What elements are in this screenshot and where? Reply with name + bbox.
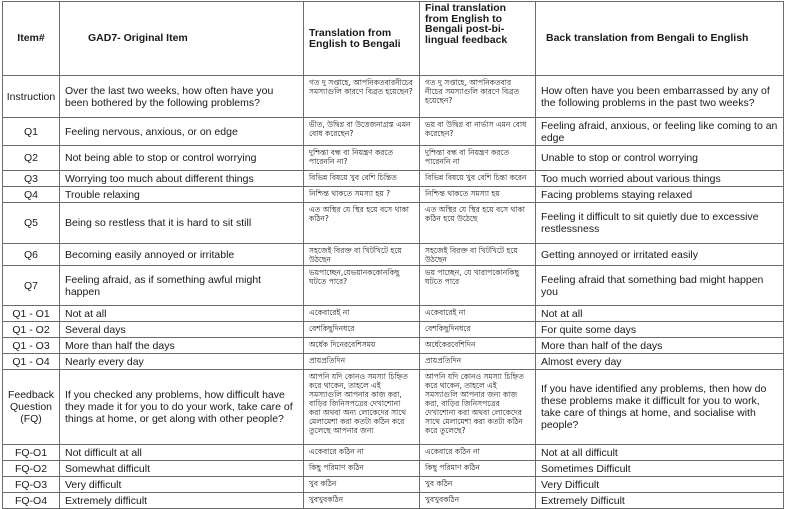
final-cell: গত দু সপ্তাহে, আপনিকতবার নীচের সমস্যাগুলি কারণে বিব্রত হয়েছেন?	[420, 76, 536, 118]
final-cell: একেবারেই না	[420, 306, 536, 322]
table-row	[3, 146, 784, 171]
table-row	[3, 322, 784, 338]
table-row	[3, 187, 784, 203]
table-row	[3, 493, 784, 509]
original-cell: Extremely difficult	[60, 493, 304, 509]
table-row	[3, 244, 784, 266]
table-row	[3, 477, 784, 493]
table-row	[3, 118, 784, 146]
back-cell: Feeling afraid, anxious, or feeling like coming to an edge	[536, 118, 784, 146]
final-cell: সহজেই বিরক্ত বা খিটখিটে হয়ে উঠছেন	[420, 244, 536, 266]
back-cell: Extremely Difficult	[536, 493, 784, 509]
item-cell: Instruction	[3, 76, 60, 118]
back-cell: Not at all difficult	[536, 445, 784, 461]
original-cell: Trouble relaxing	[60, 187, 304, 203]
original-cell: Worrying too much about different things	[60, 171, 304, 187]
header-final: Final translation from English to Bengali post-bi-lingual feedback	[420, 2, 536, 76]
item-cell: Q1 - O4	[3, 354, 60, 370]
table-row	[3, 76, 784, 118]
translation-cell: আপনি যদি কোনও সমস্যা চিহ্নিত করে থাকেন, তাহলে এই সমস্যাগুলি আপনার কাজ করা, বাড়ির জিনিসপত্রের দেখাশোনা করা অথবা অন্য লোকেদের সাথে মেলামেশা করা কতটা কঠিন করে তুলেছে আপনার জন্য	[304, 370, 420, 445]
item-cell: Q3	[3, 171, 60, 187]
item-cell: Q7	[3, 266, 60, 306]
final-cell: নিশ্চিন্ত থাকতে সমস্যা হয়	[420, 187, 536, 203]
original-cell: Not being able to stop or control worrying	[60, 146, 304, 171]
original-cell: Being so restless that it is hard to sit still	[60, 203, 304, 244]
header-translation: Translation from English to Bengali	[304, 2, 420, 76]
item-cell: Q1 - O2	[3, 322, 60, 338]
final-cell: অর্ধেকেরবেশিদিন	[420, 338, 536, 354]
translation-cell: একেবারেই না	[304, 306, 420, 322]
original-cell: Somewhat difficult	[60, 461, 304, 477]
header-back: Back translation from Bengali to English	[536, 2, 784, 76]
final-cell: প্রায়প্রতিদিন	[420, 354, 536, 370]
back-cell: How often have you been embarrassed by any of the following problems in the past two weeks?	[536, 76, 784, 118]
back-cell: Getting annoyed or irritated easily	[536, 244, 784, 266]
table-row	[3, 354, 784, 370]
translation-cell: বেশকিছুদিনধরে	[304, 322, 420, 338]
back-cell: Almost every day	[536, 354, 784, 370]
translation-cell: খুব কঠিন	[304, 477, 420, 493]
translation-cell: একেবারে কঠিন না	[304, 445, 420, 461]
translation-table	[2, 1, 784, 509]
translation-cell: খুবখুবকঠিন	[304, 493, 420, 509]
original-cell: More than half the days	[60, 338, 304, 354]
back-cell: Facing problems staying relaxed	[536, 187, 784, 203]
item-cell: Q1 - O1	[3, 306, 60, 322]
original-cell: Over the last two weeks, how often have you been bothered by the following problems?	[60, 76, 304, 118]
original-cell: Not at all	[60, 306, 304, 322]
final-cell: বিভিন্ন বিষয়ে খুব বেশি চিন্তা করেন	[420, 171, 536, 187]
final-cell: খুবখুবকঠিন	[420, 493, 536, 509]
table-row	[3, 203, 784, 244]
final-cell: বেশকিছুদিনধরে	[420, 322, 536, 338]
translation-cell: অর্ধেক দিনেরবেশিসময়	[304, 338, 420, 354]
header-item: Item#	[3, 2, 60, 76]
back-cell: Very Difficult	[536, 477, 784, 493]
final-cell: কিছু পরিমাণ কঠিন	[420, 461, 536, 477]
back-cell: Feeling afraid that something bad might happen you	[536, 266, 784, 306]
final-cell: ভয় পাচ্ছেন, যে খারাপকোনকিছু ঘটতে পারে	[420, 266, 536, 306]
original-cell: If you checked any problems, how difficult have they made it for you to do your work, take care of things at home, or get along with other people?	[60, 370, 304, 445]
item-cell: Q5	[3, 203, 60, 244]
back-cell: More than half of the days	[536, 338, 784, 354]
original-cell: Nearly every day	[60, 354, 304, 370]
original-cell: Several days	[60, 322, 304, 338]
header-original: GAD7- Original Item	[60, 2, 304, 76]
translation-cell: বিভিন্ন বিষয়ে খুব বেশি চিন্তিত	[304, 171, 420, 187]
final-cell: ভয় বা উদ্বিগ্ন বা নার্ভাস এমন বোধ করেছেন?	[420, 118, 536, 146]
table-row	[3, 445, 784, 461]
item-cell: Feedback Question (FQ)	[3, 370, 60, 445]
table-row	[3, 171, 784, 187]
translation-cell: গত দু সপ্তাহে, আপনিকতবারনীচের সমস্যাগুলি কারণে বিব্রত হয়েছেন?	[304, 76, 420, 118]
item-cell: FQ-O1	[3, 445, 60, 461]
table-row	[3, 306, 784, 322]
original-cell: Feeling afraid, as if something awful might happen	[60, 266, 304, 306]
final-cell: খুব কঠিন	[420, 477, 536, 493]
table-row	[3, 266, 784, 306]
original-cell: Feeling nervous, anxious, or on edge	[60, 118, 304, 146]
table-row	[3, 338, 784, 354]
final-cell: এত অস্থির যে স্থির হয়ে বসে থাকা কঠিন হয়ে উঠেছে	[420, 203, 536, 244]
table-row	[3, 370, 784, 445]
original-cell: Becoming easily annoyed or irritable	[60, 244, 304, 266]
translation-cell: সহজেই বিরক্ত বা খিটখিটে হয়ে উঠছেন	[304, 244, 420, 266]
item-cell: FQ-O3	[3, 477, 60, 493]
final-cell: একেবারে কঠিন না	[420, 445, 536, 461]
translation-cell: দুশ্চিন্তা বন্ধ বা নিয়ন্ত্রণ করতে পারেননি না?	[304, 146, 420, 171]
back-cell: Feeling it difficult to sit quietly due to excessive restlessness	[536, 203, 784, 244]
final-cell: দুশ্চিন্তা বন্ধ বা নিয়ন্ত্রণ করতে পারেননি না	[420, 146, 536, 171]
original-cell: Not difficult at all	[60, 445, 304, 461]
translation-cell: প্রায়প্রতিদিন	[304, 354, 420, 370]
item-cell: FQ-O2	[3, 461, 60, 477]
item-cell: Q2	[3, 146, 60, 171]
item-cell: Q4	[3, 187, 60, 203]
back-cell: If you have identified any problems, then how do these problems make it difficult for you to work, take care of things at home, and socialise with people?	[536, 370, 784, 445]
header-row	[3, 2, 784, 76]
translation-cell: কিছু পরিমাণ কঠিন	[304, 461, 420, 477]
item-cell: Q1 - O3	[3, 338, 60, 354]
item-cell: FQ-O4	[3, 493, 60, 509]
back-cell: Unable to stop or control worrying	[536, 146, 784, 171]
back-cell: Not at all	[536, 306, 784, 322]
translation-cell: ভয়পাচ্ছেন,যেভয়ানককোনকিছু ঘটতে পারে?	[304, 266, 420, 306]
item-cell: Q6	[3, 244, 60, 266]
back-cell: Too much worried about various things	[536, 171, 784, 187]
table-row	[3, 461, 784, 477]
translation-cell: ভীত, উদ্বিগ্ন বা উত্তেজনাগ্রস্ত এমন বোধ করেছেন?	[304, 118, 420, 146]
translation-cell: নিশ্চিন্ত থাকতে সমস্যা হয় ?	[304, 187, 420, 203]
back-cell: Sometimes Difficult	[536, 461, 784, 477]
translation-cell: এত অস্থির যে স্থির হয়ে বসে থাকা কঠিন?	[304, 203, 420, 244]
item-cell: Q1	[3, 118, 60, 146]
back-cell: For quite some days	[536, 322, 784, 338]
original-cell: Very difficult	[60, 477, 304, 493]
final-cell: আপনি যদি কোনও সমস্যা চিহ্নিত করে থাকেন, তাহলে এই সমস্যাগুলি আপনার জন্য কাজ করা, বাড়ির জিনিসপত্রের দেখাশোনা করা অথবা লোকেদের সাথে মেলামেশা করা কতটা কঠিন করে তুলেছে?	[420, 370, 536, 445]
